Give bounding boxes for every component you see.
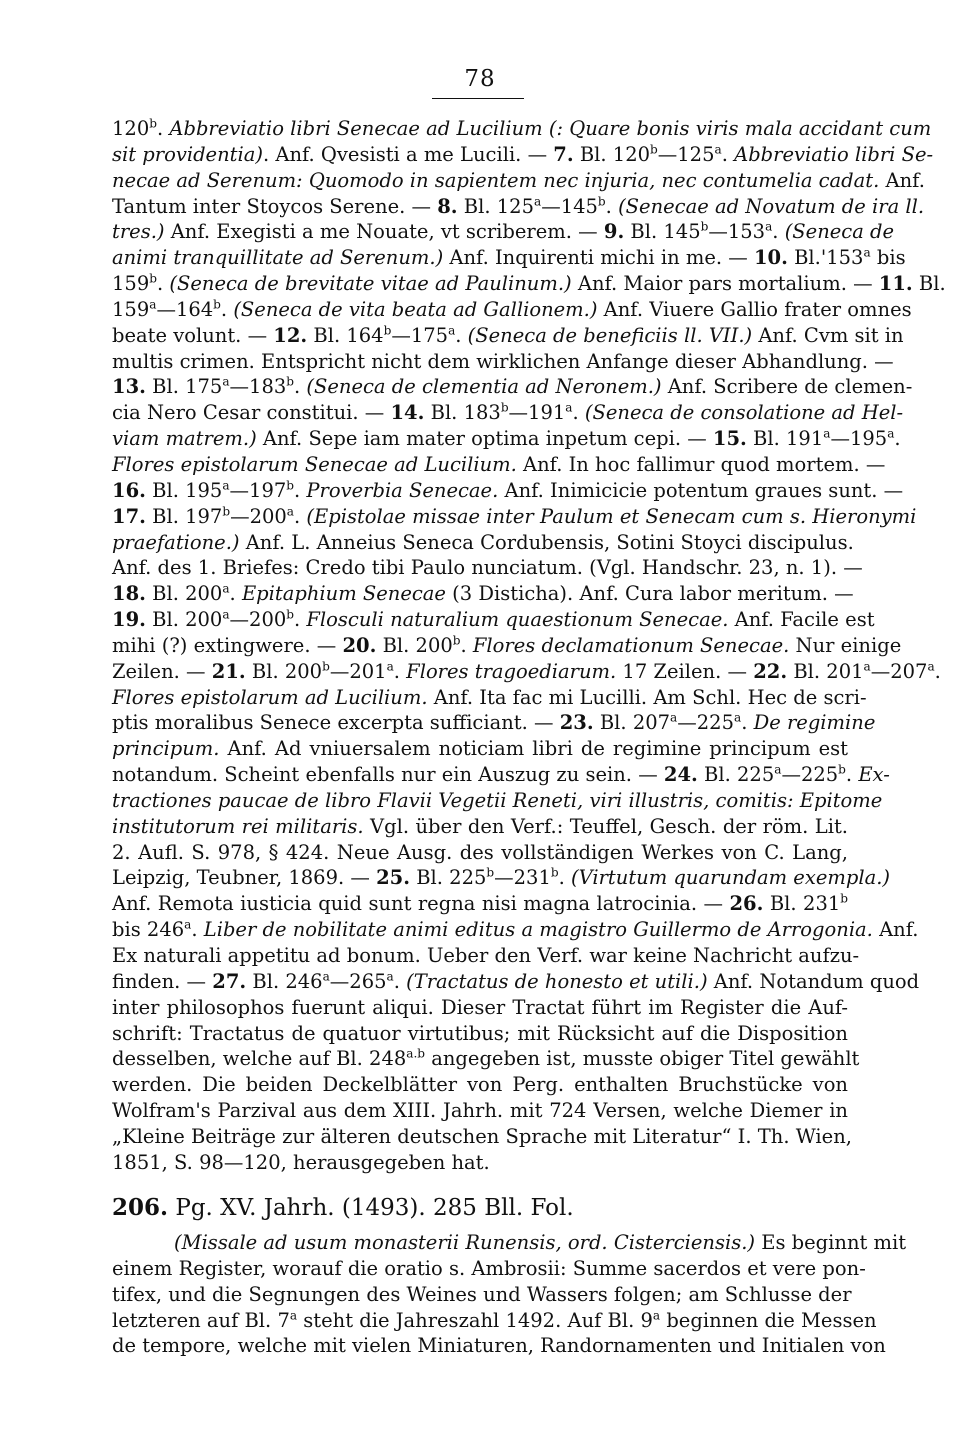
text-segment: —231 [494, 866, 551, 890]
text-segment: Bl. 125 [457, 194, 534, 218]
text-segment: inter philosophos fuerunt aliqui. Dieser Tractat führt im Register die Auf- [112, 995, 848, 1019]
text-segment: —145 [541, 194, 598, 218]
text-segment: . [294, 608, 307, 632]
text-segment: 8. [437, 194, 458, 218]
text-segment: 25. [376, 866, 411, 890]
text-segment: Anf. Viuere Gallio frater omnes [597, 297, 912, 321]
text-segment: Bl. 200 [145, 582, 223, 606]
text-segment: Nur einige [789, 633, 902, 657]
text-segment: 17 Zeilen. — [616, 659, 754, 683]
text-segment: Bl. 175 [145, 375, 223, 399]
text-segment: 27. [212, 969, 247, 993]
text-line [112, 1282, 852, 1308]
text-segment: —200 [230, 504, 287, 528]
text-segment: 7. [553, 142, 574, 166]
text-segment: Bl.'153 [787, 246, 864, 270]
text-segment: Vgl. über den Verf.: Teuffel, Gesch. der röm. Lit. [363, 814, 849, 838]
text-segment: . Anf. Qvesisti a me Lucili. — [262, 142, 554, 166]
text-segment: De regimine [753, 711, 876, 735]
text-segment: . [393, 659, 407, 683]
text-segment: principum. [112, 737, 220, 761]
text-segment: (Seneca de brevitate vitae ad Paulinum.) [169, 272, 572, 296]
text-segment: einem Register, worauf die oratio s. Ambrosii: Summe sacerdos et vere pon- [112, 1256, 866, 1280]
text-segment: de tempore, welche mit vielen Miniaturen, Randornamenten und Initialen von [112, 1334, 886, 1358]
text-segment: Anf. Inquirenti michi in me. — [443, 246, 754, 270]
text-segment: Bl. 145 [624, 220, 701, 244]
text-line [112, 1124, 852, 1150]
text-line [112, 555, 863, 581]
folio-superscript: a [289, 1308, 298, 1323]
folio-superscript: b [322, 659, 330, 674]
text-segment: Flores epistolarum ad Lucilium. [112, 685, 428, 709]
text-segment: Epitaphium Senecae [241, 582, 446, 606]
text-segment: 22. [753, 659, 788, 683]
text-line [112, 762, 890, 788]
text-segment: . [772, 220, 785, 244]
text-segment: Bl. 207 [593, 711, 671, 735]
text-segment: Bl. 200 [376, 633, 453, 657]
folio-superscript: a [386, 969, 394, 984]
text-segment: —164 [156, 297, 214, 321]
text-segment: Wolfram's Parzival aus dem XIII. Jahrh. mit 724 Versen, welche Diemer in [112, 1099, 848, 1123]
text-segment: 20. [342, 633, 377, 657]
text-segment: . [460, 633, 473, 657]
text-segment: Anf. Scribere de clemen- [661, 375, 913, 399]
text-segment: —175 [391, 323, 449, 347]
text-segment: multis crimen. Entspricht nicht dem wirklichen Anfange dieser Abhandlung. — [112, 349, 894, 373]
text-segment: (Seneca de clementia ad Neronem.) [306, 375, 662, 399]
text-line [112, 736, 848, 762]
folio-superscript: a [222, 478, 230, 493]
text-segment: 26. [729, 892, 764, 916]
text-segment: Bl. 183 [424, 401, 501, 425]
text-line [112, 374, 913, 400]
text-segment: 12. [273, 323, 308, 347]
text-line [112, 995, 848, 1021]
entry-number: 206. [112, 1194, 169, 1221]
text-line [112, 865, 891, 891]
text-segment: cia Nero Cesar constitui. — [112, 401, 391, 425]
text-segment: Bl. [912, 272, 946, 296]
text-segment: Bl. 197 [145, 504, 223, 528]
text-line [112, 1230, 907, 1256]
folio-superscript: a [222, 607, 230, 622]
text-segment: „Kleine Beiträge zur älteren deutschen Sprache mit Literatur“ I. Th. Wien, [112, 1124, 852, 1148]
text-segment: (Epistolae missae inter Paulum et Senecam cum s. Hieronymi [306, 504, 917, 528]
text-segment: —195 [830, 427, 888, 451]
text-line [112, 1150, 848, 1176]
text-segment: . [741, 711, 754, 735]
text-line [112, 891, 848, 917]
text-segment: Anf. Sepe iam mater optima inpetum cepi. — [256, 427, 713, 451]
text-line [112, 607, 875, 633]
text-segment: (Seneca de [784, 220, 895, 244]
folio-superscript: b [452, 633, 461, 648]
text-segment: Zeilen. — [112, 659, 212, 683]
text-segment: —225 [677, 711, 734, 735]
text-segment: desselben, welche auf Bl. 248 [112, 1047, 407, 1071]
folio-superscript: a [652, 1308, 661, 1323]
text-segment: Anf. des 1. Briefes: Credo tibi Paulo nunciatum. (Vgl. Handschr. 23, n. 1). — [112, 556, 863, 580]
text-line [112, 1256, 866, 1282]
text-line [112, 659, 941, 685]
text-segment: ptis moralibus Senece excerpta sufficiant. — [112, 711, 560, 735]
text-segment: 14. [390, 401, 425, 425]
folio-superscript: a [733, 710, 742, 725]
text-segment: 17. [112, 504, 146, 528]
text-segment: Anf. Facile est [728, 608, 875, 632]
folio-superscript: b [840, 891, 848, 906]
text-segment: . [220, 297, 234, 321]
text-line [112, 219, 895, 245]
text-line [112, 814, 848, 840]
text-line [112, 504, 917, 530]
text-segment: beate volunt. — [112, 323, 274, 347]
text-segment: 9. [603, 220, 625, 244]
text-segment: Anf. Inimicicie potentum graues sunt. — [498, 478, 904, 502]
folio-superscript: a [774, 762, 782, 777]
text-segment: (Senecae ad Novatum de ira ll. [618, 194, 925, 218]
text-line [112, 349, 894, 375]
text-segment: Anf. Remota iusticia quid sunt regna nisi magna latrocinia. — [112, 892, 730, 916]
folio-superscript: a.b [406, 1046, 426, 1061]
text-segment: 2. Aufl. S. 978, § 424. Neue Ausg. des vollständigen Werkes von C. Lang, [112, 840, 848, 864]
text-segment: . [393, 969, 407, 993]
text-segment: —191 [508, 401, 566, 425]
folio-superscript: a [714, 142, 722, 157]
text-line [112, 685, 867, 711]
text-segment: Anf. Ad vniuersalem noticiam libri de regimine principum est [219, 737, 848, 761]
text-line [112, 1098, 848, 1124]
folio-superscript: a [184, 917, 192, 932]
text-segment: . [229, 582, 242, 606]
text-segment: Bl. 231 [763, 892, 841, 916]
text-segment: werden. Die beiden Deckelblätter von Perg. enthalten Bruchstücke von [112, 1073, 848, 1097]
text-segment: Bl. 246 [246, 969, 323, 993]
text-line [112, 297, 912, 323]
text-segment: Anf. [872, 918, 919, 942]
text-segment: . [455, 323, 468, 347]
text-segment: tifex, und die Segnungen des Weines und Wassers folgen; am Schlusse der [112, 1282, 852, 1306]
text-segment: (Seneca de consolatione ad Hel- [584, 401, 904, 425]
text-segment: (Virtutum quarundam exempla.) [571, 866, 891, 890]
text-segment: notandum. Scheint ebenfalls nur ein Auszug zu sein. — [112, 763, 664, 787]
folio-superscript: a [765, 219, 773, 234]
text-segment: Bl. 195 [145, 478, 223, 502]
text-segment: . [845, 763, 859, 787]
text-segment: 120 [112, 117, 150, 140]
text-segment: animi tranquillitate ad Serenum.) [112, 246, 444, 270]
text-segment: (3 Disticha). Anf. Cura labor meritum. — [445, 582, 854, 606]
text-segment: Es beginnt mit [755, 1231, 907, 1254]
text-segment: . [605, 194, 619, 218]
text-line [112, 710, 876, 736]
text-segment: Flores tragoediarum. [406, 659, 617, 683]
text-segment: Anf. Maior pars mortalium. — [571, 272, 879, 296]
text-segment: Bl. 164 [307, 323, 384, 347]
text-line [112, 194, 925, 220]
text-segment: Anf. In hoc fallimur quod mortem. — [516, 452, 886, 476]
text-segment: Ex- [858, 763, 890, 787]
folio-superscript: a [863, 659, 871, 674]
text-segment: 13. [112, 375, 146, 399]
text-segment: finden. — [112, 969, 213, 993]
text-line [112, 478, 904, 504]
folio-superscript: b [286, 478, 294, 493]
text-line [112, 917, 919, 943]
text-segment: 19. [112, 608, 146, 632]
folio-superscript: a [149, 297, 157, 312]
text-line [112, 581, 854, 607]
text-segment: Bl. 191 [746, 427, 824, 451]
text-segment: Bl. 225 [697, 763, 775, 787]
folio-superscript: a [927, 659, 935, 674]
text-segment: Anf. [879, 168, 925, 192]
text-line [112, 1046, 860, 1072]
text-segment: Anf. Exegisti a me Nouate, vt scriberem. — [164, 220, 604, 244]
text-line [112, 1333, 886, 1359]
text-segment: steht die Jahreszahl 1492. Auf Bl. 9 [297, 1308, 653, 1332]
folio-superscript: b [286, 374, 294, 389]
text-segment: Anf. Notandum quod [707, 969, 920, 993]
folio-superscript: a [533, 194, 542, 209]
text-line [112, 271, 946, 297]
text-segment: Liber de nobilitate animi editus a magistro Guillermo de Arrogonia. [203, 918, 873, 942]
text-segment: praefatione.) [112, 530, 240, 554]
folio-superscript: b [286, 607, 294, 622]
folio-superscript: a [823, 426, 831, 441]
text-segment: Anf. Cvm sit in [752, 323, 904, 347]
folio-superscript: a [386, 659, 394, 674]
folio-superscript: b [383, 323, 392, 338]
text-segment: —200 [229, 608, 287, 632]
text-line [112, 452, 886, 478]
text-segment: . [294, 375, 307, 399]
text-segment: 1851, S. 98—120, herausgegeben hat. [112, 1150, 490, 1174]
folio-superscript: a [222, 374, 230, 389]
text-segment: 24. [663, 763, 698, 787]
text-segment: Ex naturali appetitu ad bonum. Ueber den Verf. war keine Nachricht aufzu- [112, 944, 860, 967]
text-segment: . [156, 117, 170, 140]
text-segment: (Seneca de beneficiis ll. VII.) [467, 323, 753, 347]
text-segment: —207 [870, 659, 928, 683]
text-segment: . [191, 918, 204, 942]
text-line [112, 943, 860, 969]
text-segment: Bl. 201 [787, 659, 864, 683]
folio-superscript: b [838, 762, 846, 777]
folio-superscript: a [322, 969, 330, 984]
text-segment: 23. [559, 711, 594, 735]
folio-superscript: b [550, 865, 559, 880]
folio-superscript: a [448, 323, 456, 338]
folio-superscript: a [286, 504, 294, 519]
text-segment: 11. [878, 272, 913, 296]
text-segment: —197 [229, 478, 287, 502]
text-segment: sit providentia) [112, 142, 263, 166]
folio-superscript: a [863, 245, 871, 260]
folio-superscript: b [213, 297, 221, 312]
text-segment: Abbreviatio libri Senecae ad Lucilium (: Quare bonis viris mala accidant cum [169, 117, 932, 140]
text-line [112, 426, 901, 452]
folio-superscript: b [149, 271, 157, 286]
folio-superscript: a [887, 426, 895, 441]
text-segment: (Seneca de vita beata ad Gallionem.) [233, 297, 598, 321]
text-segment: 10. [753, 246, 788, 270]
text-segment: tractiones paucae de libro Flavii Vegetii Reneti, viri illustris, comitis: Epitome [112, 788, 883, 812]
text-line [112, 168, 925, 194]
text-segment: Bl. 120 [573, 142, 651, 166]
folio-superscript: a [222, 581, 230, 596]
text-line [112, 633, 902, 659]
text-segment: . [294, 504, 307, 528]
text-segment: beginnen die Messen [660, 1308, 877, 1332]
text-segment: —225 [781, 763, 839, 787]
folio-superscript: b [650, 142, 658, 157]
text-line [112, 323, 904, 349]
text-segment: (Missale ad usum monasterii Runensis, ord. Cisterciensis.) [174, 1231, 756, 1254]
text-segment: —201 [329, 659, 387, 683]
entry-206-text [112, 1230, 907, 1359]
text-segment: 21. [211, 659, 246, 683]
page-number: 78 [464, 66, 496, 92]
text-segment: Flores declamationum Senecae. [472, 633, 790, 657]
folio-superscript: a [565, 400, 573, 415]
entry-heading-text: Pg. XV. Jahrh. (1493). 285 Bll. Fol. [168, 1195, 574, 1221]
text-segment: (Tractatus de honesto et utili.) [406, 969, 708, 993]
text-segment: necae ad Serenum: Quomodo in sapientem nec injuria, nec contumelia cadat. [112, 168, 880, 192]
text-segment: —125 [657, 142, 715, 166]
folio-superscript: b [149, 116, 157, 131]
text-segment: mihi (?) extingwere. — [112, 633, 343, 657]
text-segment: . [721, 142, 735, 166]
text-line [112, 788, 883, 814]
folio-superscript: b [222, 504, 231, 519]
folio-superscript: b [500, 400, 509, 415]
folio-superscript: b [700, 219, 709, 234]
text-segment: 159 [112, 297, 150, 321]
text-segment: schrift: Tractatus de quatuor virtutibus; mit Rücksicht auf die Disposition [112, 1021, 848, 1045]
text-segment: Tantum inter Stoycos Serene. — [112, 194, 438, 218]
text-segment: tres.) [112, 220, 165, 244]
continuation-text [112, 116, 946, 1176]
folio-superscript: b [486, 865, 495, 880]
text-line [112, 116, 932, 142]
text-segment: Leipzig, Teubner, 1869. — [112, 866, 377, 890]
page-number-rule [432, 98, 524, 99]
text-segment: bis 246 [112, 918, 185, 942]
text-line [112, 142, 934, 168]
text-line [112, 1308, 877, 1334]
text-segment: Bl. 200 [245, 659, 323, 683]
text-segment: —183 [229, 375, 287, 399]
entry-206-heading [112, 1192, 848, 1224]
text-segment: 16. [112, 478, 146, 502]
text-segment: Flores epistolarum Senecae ad Lucilium. [112, 452, 517, 476]
text-segment: . [558, 866, 572, 890]
text-segment: angegeben ist, musste obiger Titel gewählt [425, 1047, 860, 1071]
text-line [112, 530, 854, 556]
text-segment: —265 [329, 969, 387, 993]
text-segment: 15. [712, 427, 747, 451]
text-line [112, 840, 848, 866]
text-segment: . [934, 659, 941, 683]
text-line [112, 245, 906, 271]
text-segment: . [294, 478, 307, 502]
text-segment: Abbreviatio libri Se- [734, 142, 934, 166]
text-line [112, 400, 904, 426]
folio-superscript: b [597, 194, 606, 209]
text-segment: 18. [112, 582, 146, 606]
text-segment: institutorum rei militaris. [112, 814, 364, 838]
text-segment: Bl. 200 [145, 608, 223, 632]
text-line [112, 1021, 848, 1047]
text-line [112, 1072, 848, 1098]
text-segment: . [572, 401, 585, 425]
text-line [112, 969, 920, 995]
text-segment: —153 [708, 220, 766, 244]
text-segment: . [894, 427, 901, 451]
text-segment: Proverbia Senecae. [306, 478, 499, 502]
text-segment: . [156, 272, 170, 296]
text-segment: Anf. Ita fac mi Lucilli. Am Schl. Hec de scri- [427, 685, 867, 709]
text-segment: viam matrem.) [112, 427, 257, 451]
text-segment: letzteren auf Bl. 7 [112, 1308, 290, 1332]
text-segment: bis [870, 246, 906, 270]
folio-superscript: a [670, 710, 678, 725]
text-segment: Flosculi naturalium quaestionum Senecae. [306, 608, 729, 632]
text-segment: Bl. 225 [410, 866, 487, 890]
text-segment: Anf. L. Anneius Seneca Cordubensis, Sotini Stoyci discipulus. [239, 530, 854, 554]
text-segment: 159 [112, 272, 150, 296]
